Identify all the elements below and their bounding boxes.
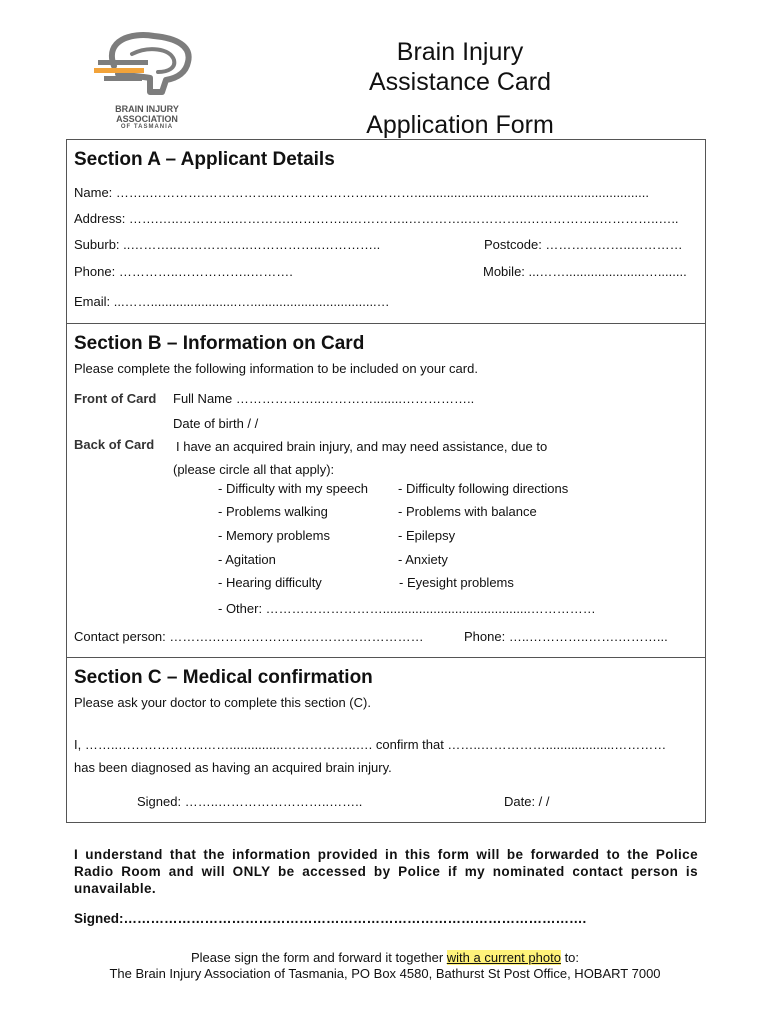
option-epilepsy[interactable]: - Epilepsy	[398, 528, 456, 543]
email-field[interactable]: Email: ...……........................…...................................…	[74, 294, 390, 309]
section-b-intro: Please complete the following information to be included on your card.	[74, 361, 478, 376]
back-of-card-label: Back of Card	[74, 437, 155, 452]
contact-phone-field[interactable]: Phone: …..…………..…….………...	[464, 629, 668, 644]
name-field[interactable]: Name: ……..………….……………..…………………..……….................................................................	[74, 185, 649, 200]
address-field[interactable]: Address: …….…..………….………….…………..…………..…………..…………..……………..…………..…..	[74, 211, 679, 226]
footer-address: The Brain Injury Association of Tasmania, PO Box 4580, Bathurst St Post Office, HOBART 7000	[109, 966, 661, 981]
option-agitation[interactable]: - Agitation	[218, 552, 276, 567]
logo-text-line2: ASSOCIATION	[116, 114, 178, 124]
back-of-card-text: I have an acquired brain injury, and may need assistance, due to	[176, 439, 548, 454]
logo-text-line3: OF TASMANIA	[120, 124, 174, 130]
circle-instruction: (please circle all that apply):	[173, 462, 335, 477]
doctor-confirm-field[interactable]: I, ……..………………..……...............……………..…. confirm that ……..……………...................…………	[74, 737, 667, 752]
date-of-birth-field[interactable]: Date of birth / /	[173, 416, 259, 431]
option-memory[interactable]: - Memory problems	[218, 528, 330, 543]
suburb-field[interactable]: Suburb: ..………..……………..……………..…………..	[74, 237, 381, 252]
form-title: Application Form	[366, 111, 554, 139]
mobile-field[interactable]: Mobile: ...……......................…........	[483, 264, 687, 279]
declaration-text: I understand that the information provided in this form will be forwarded to the Police Radio Room and will ONLY be accessed by Police if my nominated contact person is unavailable.	[74, 847, 698, 896]
section-a-box	[66, 139, 706, 324]
diagnosis-statement: has been diagnosed as having an acquired brain injury.	[74, 760, 392, 775]
footer-instruction-end: to:	[560, 950, 580, 965]
option-speech[interactable]: - Difficulty with my speech	[218, 481, 369, 496]
section-a-title: Section A – Applicant Details	[74, 149, 335, 170]
option-directions[interactable]: - Difficulty following directions	[398, 481, 569, 496]
postcode-field[interactable]: Postcode: ………………..…………	[484, 237, 683, 252]
section-b-box	[66, 323, 706, 658]
doctor-signature-field[interactable]: Signed: ……..……………………..……..	[137, 794, 363, 809]
option-balance[interactable]: - Problems with balance	[398, 504, 537, 519]
footer-instruction-text: Please sign the form and forward it together	[190, 950, 447, 965]
current-photo-highlight: with a current photo	[446, 950, 561, 965]
doctor-date-field[interactable]: Date: / /	[504, 794, 550, 809]
section-b-title: Section B – Information on Card	[74, 333, 365, 354]
section-c-box	[66, 657, 706, 823]
contact-person-field[interactable]: Contact person: ……….………………….………………………	[74, 629, 424, 644]
title-line1: Brain Injury	[396, 38, 524, 66]
phone-field[interactable]: Phone: …………..……………..……….	[74, 264, 293, 279]
option-hearing[interactable]: - Hearing difficulty	[218, 575, 322, 590]
title-line2: Assistance Card	[368, 68, 552, 96]
option-other-field[interactable]: - Other: ……………………….........................................……………	[218, 601, 596, 616]
applicant-signature-field[interactable]: Signed:………………………………………………………………………………………….	[74, 911, 587, 926]
full-name-field[interactable]: Full Name ………………..…………........……………..	[173, 391, 475, 406]
brain-logo-icon	[92, 30, 202, 102]
logo-text-line1: BRAIN INJURY	[115, 104, 179, 114]
section-c-title: Section C – Medical confirmation	[74, 667, 373, 688]
option-eyesight[interactable]: - Eyesight problems	[399, 575, 514, 590]
front-of-card-label: Front of Card	[74, 391, 157, 406]
logo	[92, 30, 202, 134]
option-walking[interactable]: - Problems walking	[218, 504, 328, 519]
section-c-intro: Please ask your doctor to complete this section (C).	[74, 695, 371, 710]
option-anxiety[interactable]: - Anxiety	[398, 552, 448, 567]
footer-instruction	[40, 950, 730, 966]
